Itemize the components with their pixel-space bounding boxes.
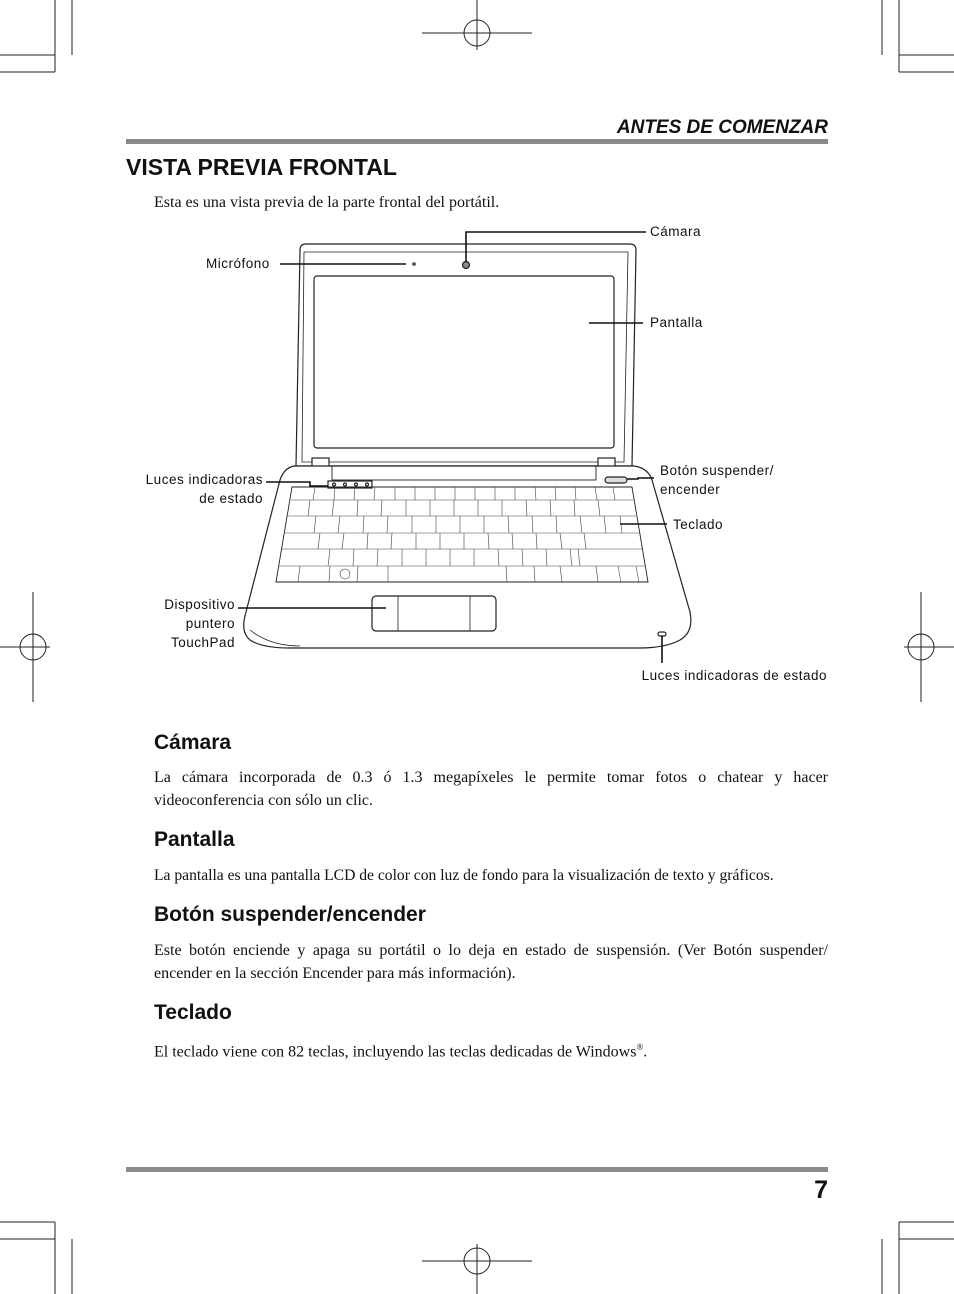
heading-keyboard: Teclado [154, 1001, 232, 1024]
running-header: ANTES DE COMENZAR [616, 117, 828, 138]
callout-power-button [660, 461, 774, 499]
callout-status-lights-line1: Luces indicadoras [145, 472, 263, 487]
callout-camera: Cámara [650, 224, 702, 239]
paragraph-keyboard-end: . [643, 1043, 648, 1061]
heading-power-button: Botón suspender/encender [154, 903, 426, 926]
paragraph-display: La pantalla es una pantalla LCD de color con luz de fondo para la visualización de texto y gráficos. [154, 867, 774, 884]
callout-touchpad-line3: TouchPad [170, 635, 235, 650]
callout-microphone: Micrófono [206, 256, 270, 271]
callout-status-lights [120, 470, 263, 508]
paragraph-camera: La cámara incorporada de 0.3 ó 1.3 megapíxeles le permite tomar fotos o chatear y hacer videoconferencia con sólo un clic. [154, 769, 828, 809]
callout-display: Pantalla [650, 315, 703, 330]
header-rule [126, 139, 828, 144]
callout-touchpad-line2: puntero [185, 616, 235, 631]
page-title: VISTA PREVIA FRONTAL [126, 154, 397, 180]
camera-lens [463, 262, 470, 269]
registered-mark: ® [636, 1042, 644, 1052]
callout-touchpad-line1: Dispositivo [164, 597, 235, 612]
heading-camera: Cámara [154, 731, 232, 754]
callout-touchpad [120, 595, 235, 652]
intro-text: Esta es una vista previa de la parte frontal del portátil. [154, 194, 500, 211]
heading-display: Pantalla [154, 828, 235, 851]
callout-front-status-lights: Luces indicadoras de estado [641, 668, 827, 683]
footer-rule [126, 1167, 828, 1172]
callout-power-line1: Botón suspender/ [660, 463, 774, 478]
paragraph-keyboard-text: El teclado viene con 82 teclas, incluyendo las teclas dedicadas de Windows [154, 1043, 637, 1061]
touchpad-surface [372, 596, 496, 631]
callout-status-lights-line2: de estado [199, 491, 263, 506]
callout-keyboard: Teclado [673, 517, 724, 532]
callout-power-line2: encender [660, 482, 721, 497]
paragraph-power-button: Este botón enciende y apaga su portátil o lo deja en estado de suspensión. (Ver Botón suspender/ encender en la sección Encender para más información). [154, 942, 828, 982]
laptop-illustration [244, 244, 691, 648]
paragraph-keyboard [154, 1036, 828, 1063]
page-number: 7 [814, 1176, 828, 1204]
